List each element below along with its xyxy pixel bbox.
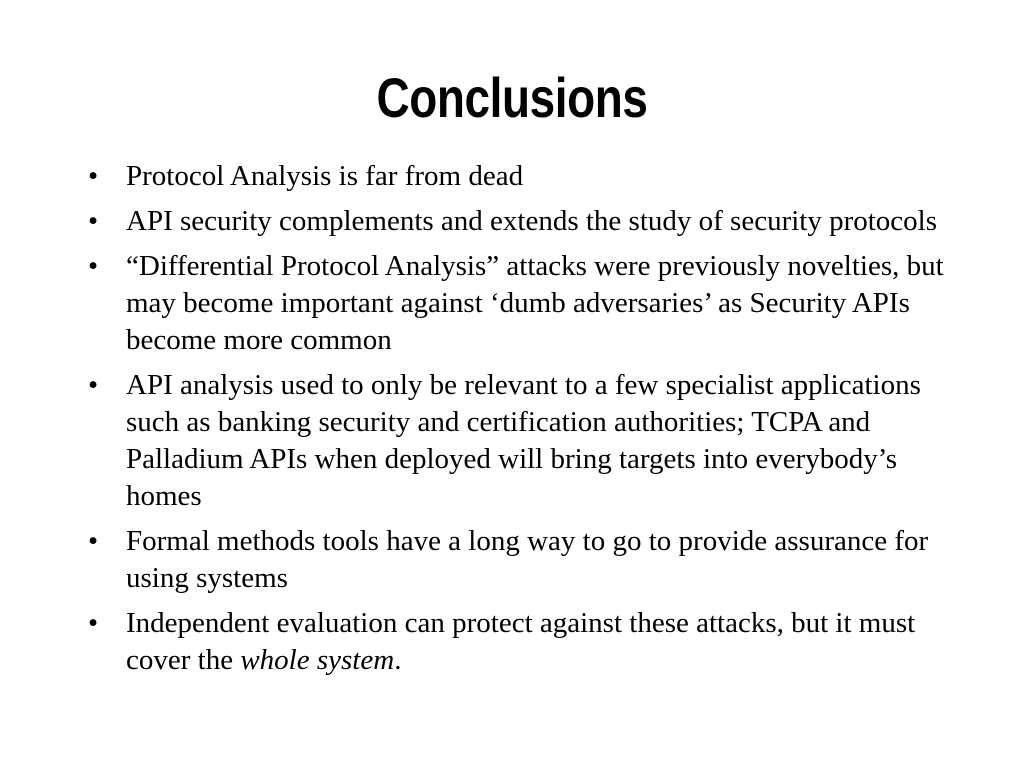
- slide-title: Conclusions: [376, 66, 648, 129]
- bullet-item: [84, 203, 944, 240]
- bullet-item: [84, 158, 944, 195]
- bullet-dot-icon: •: [88, 525, 99, 557]
- bullet-text-after: .: [394, 644, 402, 676]
- bullet-text: API security complements and extends the study of security protocols: [126, 205, 938, 237]
- bullet-item: [84, 248, 944, 359]
- bullet-text: Protocol Analysis is far from dead: [126, 160, 524, 192]
- bullet-dot-icon: •: [88, 250, 99, 282]
- bullet-item: [84, 367, 944, 515]
- bullet-text: Formal methods tools have a long way to go to provide assurance for using systems: [126, 525, 929, 594]
- bullet-text: API analysis used to only be relevant to a few specialist applications such as banking security and certification authorities; TCPA and Palladium APIs when deployed will bring targets into everybody’s homes: [126, 369, 921, 512]
- bullet-item: [84, 523, 944, 597]
- bullet-text: “Differential Protocol Analysis” attacks were previously novelties, but may become important against ‘dumb adversaries’ as Security APIs become more common: [126, 250, 944, 356]
- bullet-text: [126, 607, 915, 676]
- bullet-dot-icon: •: [88, 205, 99, 237]
- bullet-item: [84, 605, 944, 679]
- bullet-list: [84, 158, 944, 687]
- bullet-dot-icon: •: [88, 607, 99, 639]
- bullet-text-emphasis: whole system: [240, 644, 395, 676]
- bullet-dot-icon: •: [88, 369, 99, 401]
- bullet-text-before: Independent evaluation can protect against these attacks, but it must cover the: [126, 607, 916, 676]
- bullet-dot-icon: •: [88, 160, 99, 192]
